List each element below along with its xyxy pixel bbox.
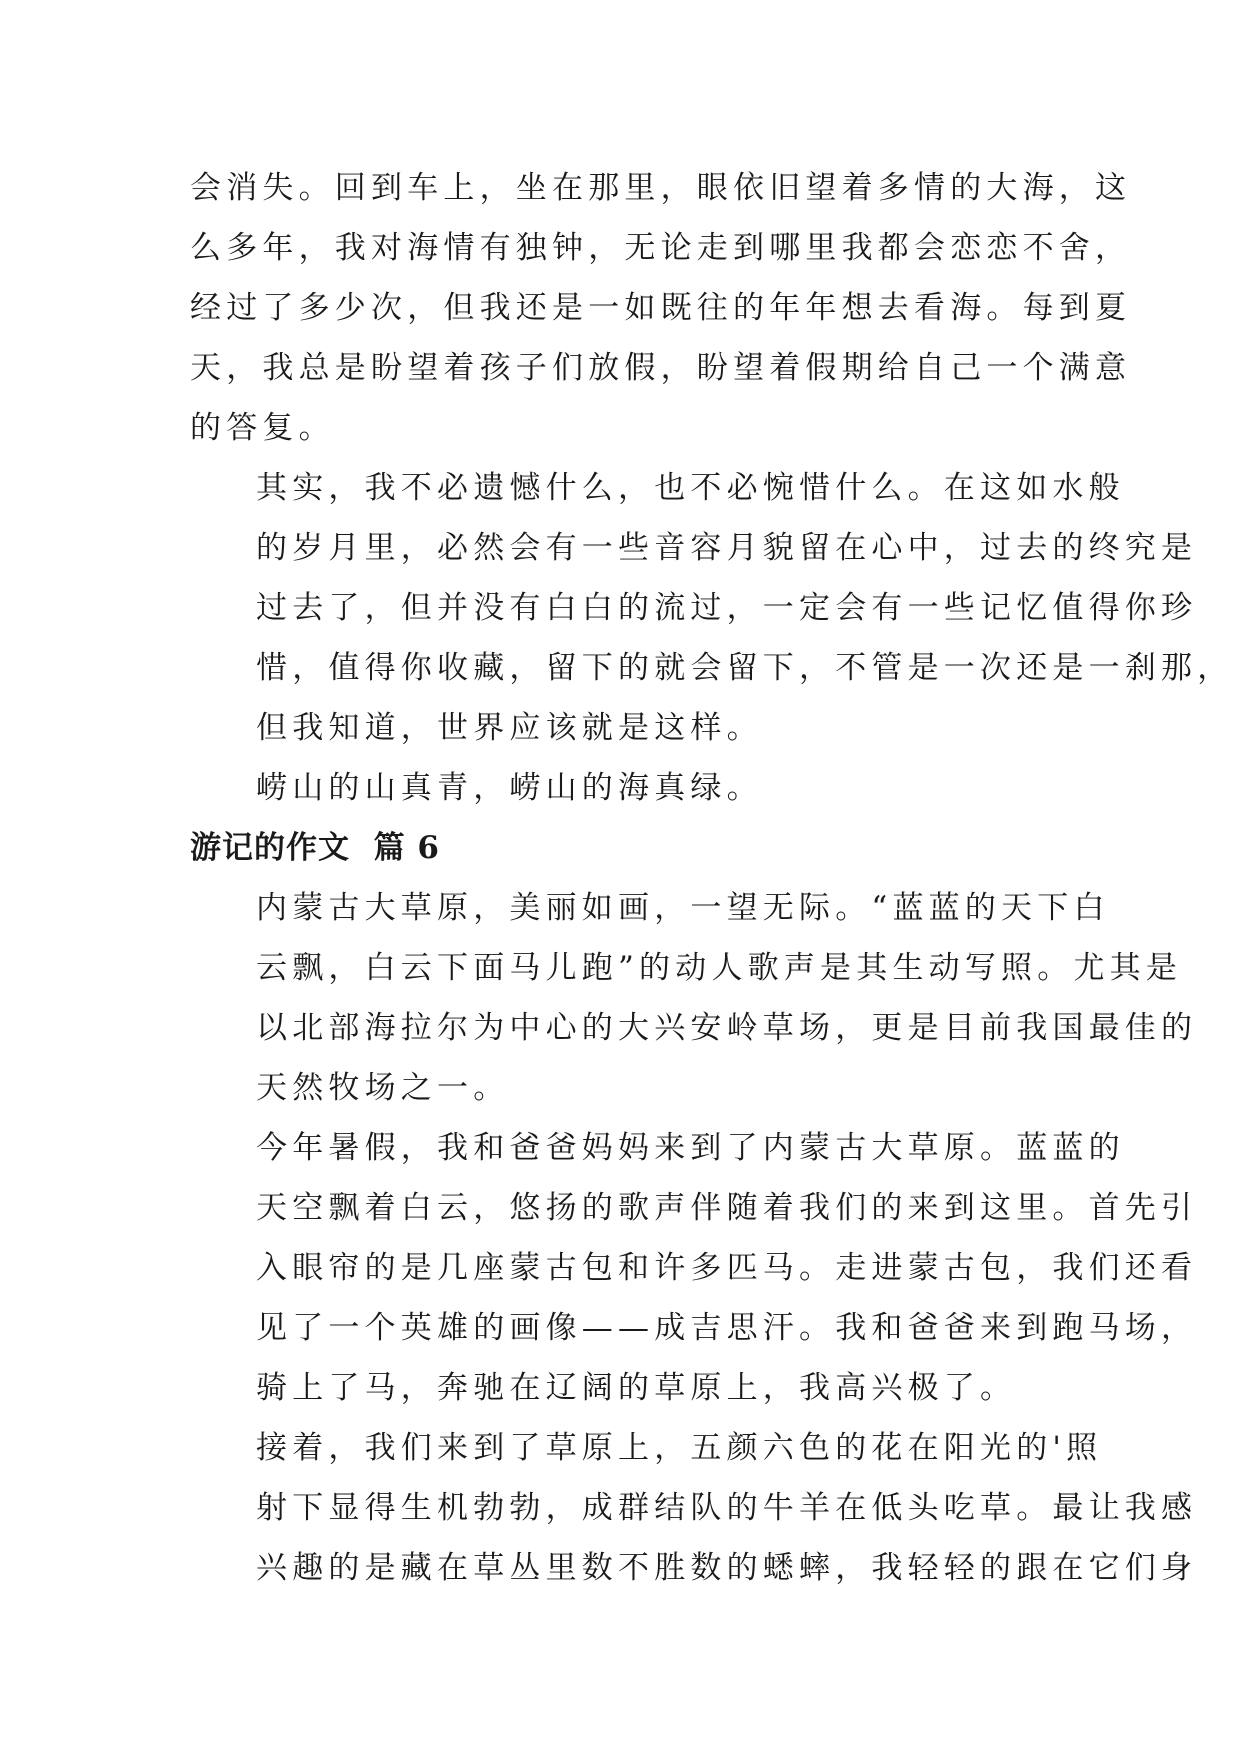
paragraph-laoshan bbox=[190, 758, 1060, 818]
text-line: 会消失。回到车上，坐在那里，眼依旧望着多情的大海，这 bbox=[190, 170, 1132, 206]
text-line: 但我知道，世界应该就是这样。 bbox=[256, 710, 763, 746]
section-heading bbox=[190, 818, 1060, 878]
paragraph-grassland-flowers bbox=[190, 1418, 1198, 1598]
text-line: 以北部海拉尔为中心的大兴安岭草场，更是目前我国最佳的 bbox=[256, 1010, 1198, 1046]
text-line: 其实，我不必遗憾什么，也不必惋惜什么。在这如水般 bbox=[256, 470, 1125, 506]
text-line: 入眼帘的是几座蒙古包和许多匹马。走进蒙古包，我们还看 bbox=[256, 1250, 1198, 1286]
text-line: 经过了多少次，但我还是一如既往的年年想去看海。每到夏 bbox=[190, 290, 1132, 326]
paragraph-grassland-intro bbox=[190, 878, 1198, 1118]
text-line: 过去了，但并没有白白的流过，一定会有一些记忆值得你珍 bbox=[256, 590, 1198, 626]
text-line: 接着，我们来到了草原上，五颜六色的花在阳光的'照 bbox=[256, 1430, 1103, 1466]
text-line: 崂山的山真青，崂山的海真绿。 bbox=[256, 770, 763, 806]
text-line: 惜，值得你收藏，留下的就会留下，不管是一次还是一刹那， bbox=[256, 650, 1234, 686]
text-line: 么多年，我对海情有独钟，无论走到哪里我都会恋恋不舍， bbox=[190, 230, 1132, 266]
paragraph-summer-trip bbox=[190, 1118, 1198, 1418]
text-line: 的答复。 bbox=[190, 410, 335, 446]
text-line: 内蒙古大草原，美丽如画，一望无际。“蓝蓝的天下白 bbox=[256, 890, 1110, 926]
text-line: 射下显得生机勃勃，成群结队的牛羊在低头吃草。最让我感 bbox=[256, 1490, 1198, 1526]
text-line: 天空飘着白云，悠扬的歌声伴随着我们的来到这里。首先引 bbox=[256, 1190, 1198, 1226]
text-line: 见了一个英雄的画像——成吉思汗。我和爸爸来到跑马场， bbox=[256, 1310, 1198, 1346]
text-line: 今年暑假，我和爸爸妈妈来到了内蒙古大草原。蓝蓝的 bbox=[256, 1130, 1125, 1166]
text-line: 兴趣的是藏在草丛里数不胜数的蟋蟀，我轻轻的跟在它们身 bbox=[256, 1550, 1198, 1586]
text-line: 的岁月里，必然会有一些音容月貌留在心中，过去的终究是 bbox=[256, 530, 1198, 566]
text-line: 云飘，白云下面马儿跑”的动人歌声是其生动写照。尤其是 bbox=[256, 950, 1183, 986]
paragraph-sea-farewell bbox=[190, 158, 1132, 458]
heading-text: 游记的作文 篇 6 bbox=[190, 830, 440, 866]
text-line: 天然牧场之一。 bbox=[256, 1070, 510, 1106]
paragraph-no-regret bbox=[190, 458, 1234, 758]
text-line: 天，我总是盼望着孩子们放假，盼望着假期给自己一个满意 bbox=[190, 350, 1132, 386]
document-body bbox=[190, 158, 1234, 1598]
text-line: 骑上了马，奔驰在辽阔的草原上，我高兴极了。 bbox=[256, 1370, 1017, 1406]
